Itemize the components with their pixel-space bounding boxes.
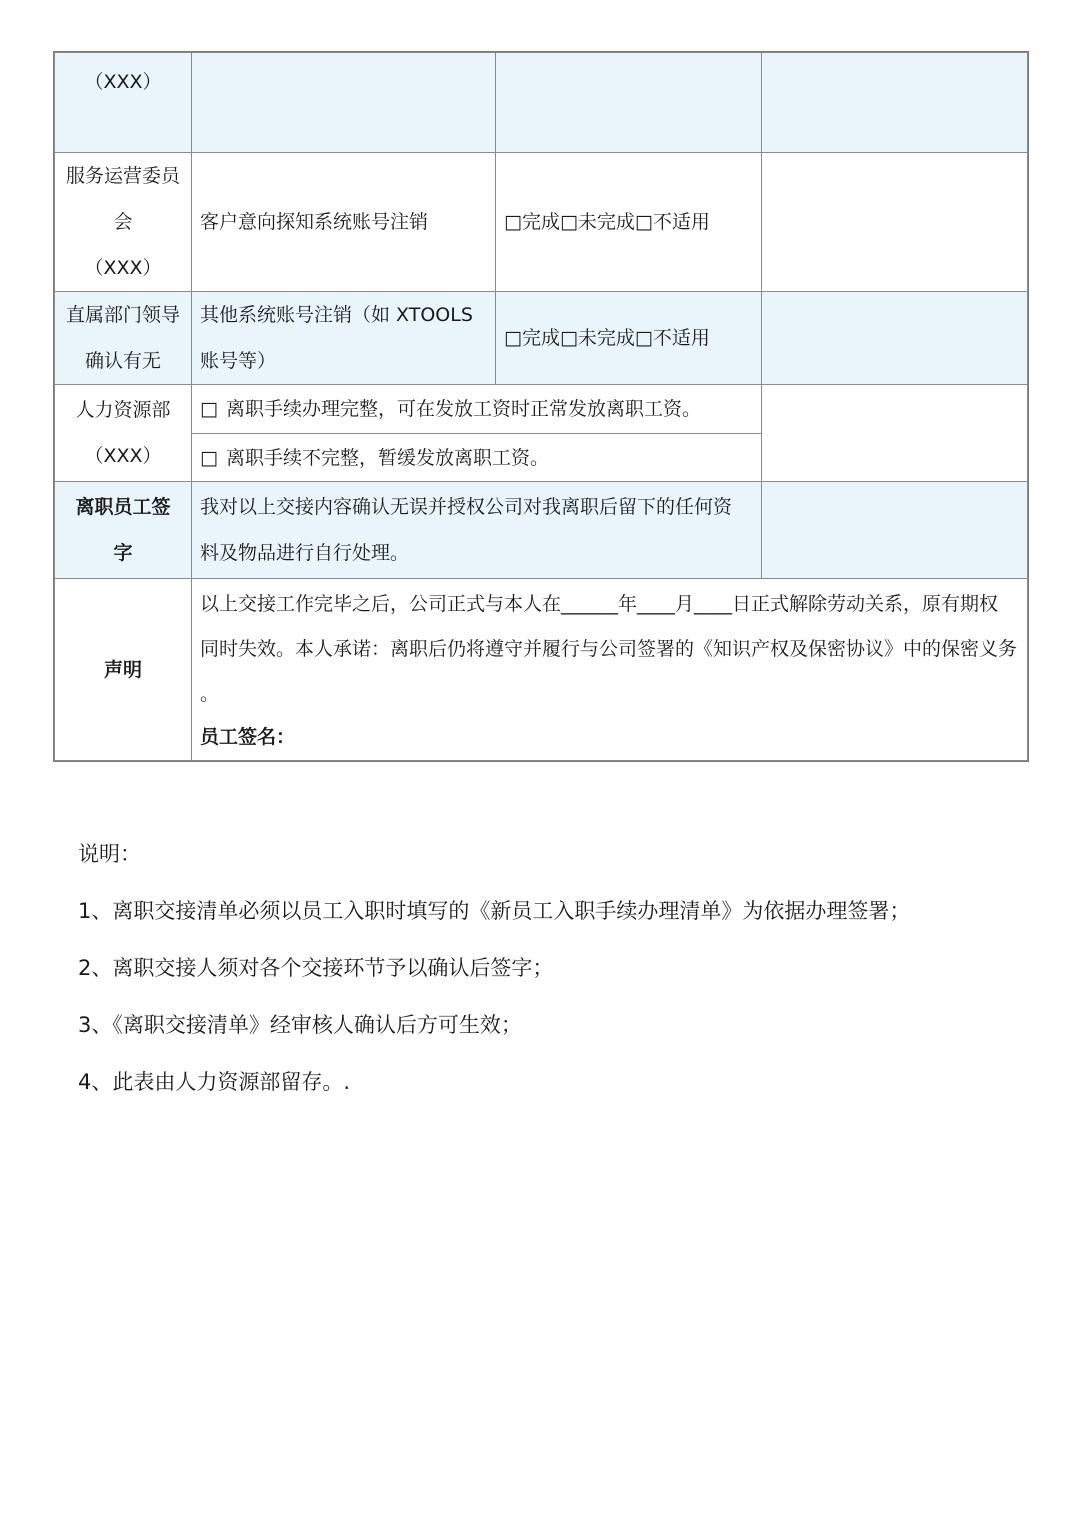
note-item: 3、《离职交接清单》经审核人确认后方可生效； (78, 1013, 522, 1037)
status-options[interactable]: □完成□未完成□不适用 (504, 327, 710, 349)
table-row (55, 292, 1028, 385)
note-item: 4、此表由人力资源部留存。. (78, 1070, 351, 1094)
notes-section (78, 826, 910, 1111)
notes-title: 说明： (78, 842, 141, 866)
row-label: （XXX） (55, 53, 192, 153)
item-cell: 其他系统账号注销（如 XTOOLS 账号等） (192, 292, 496, 385)
row-label: 直属部门领导 确认有无 (55, 292, 192, 385)
note-item: 1、离职交接清单必须以员工入职时填写的《新员工入职手续办理清单》为依据办理签署； (78, 899, 911, 923)
status-cell[interactable] (496, 153, 762, 292)
table-row (55, 385, 1028, 434)
status-options[interactable]: □完成□未完成□不适用 (504, 211, 710, 233)
row-label: 人力资源部 （XXX） (55, 385, 192, 482)
note-item: 2、离职交接人须对各个交接环节予以确认后签字； (78, 956, 554, 980)
status-cell[interactable] (496, 53, 762, 153)
confirmation-text: 我对以上交接内容确认无误并授权公司对我离职后留下的任何资 料及物品进行自行处理。 (192, 482, 762, 579)
table-row (55, 53, 1028, 153)
row-label: 离职员工签 字 (55, 482, 192, 579)
signature-cell[interactable] (762, 53, 1028, 153)
signature-cell[interactable] (762, 385, 1028, 482)
hr-option[interactable]: □ 离职手续办理完整，可在发放工资时正常发放离职工资。 (192, 385, 762, 434)
checkbox-icon[interactable]: □ (200, 446, 218, 469)
checkbox-icon[interactable]: □ (200, 398, 218, 420)
row-label: 声明 (55, 579, 192, 761)
table-row (55, 153, 1028, 292)
signature-cell[interactable] (762, 292, 1028, 385)
signature-cell[interactable] (762, 153, 1028, 292)
table-row (55, 482, 1028, 579)
handover-table (54, 52, 1028, 761)
employee-signature-label: 员工签名： (200, 726, 296, 748)
table-row (55, 579, 1028, 761)
item-cell[interactable] (192, 53, 496, 153)
row-label: 服务运营委员 会 （XXX） (55, 153, 192, 292)
status-cell[interactable] (496, 292, 762, 385)
item-cell: 客户意向探知系统账号注销 (192, 153, 496, 292)
declaration-text: 以上交接工作完毕之后，公司正式与本人在______年____月____日正式解除劳动关系，原有期权 同时失效。本人承诺：离职后仍将遵守并履行与公司签署的《知识产权及保密协议》中的保密义务 。 员工签名： (192, 579, 1028, 761)
hr-option[interactable]: □ 离职手续不完整，暂缓发放离职工资。 (192, 434, 762, 482)
signature-cell[interactable] (762, 482, 1028, 579)
